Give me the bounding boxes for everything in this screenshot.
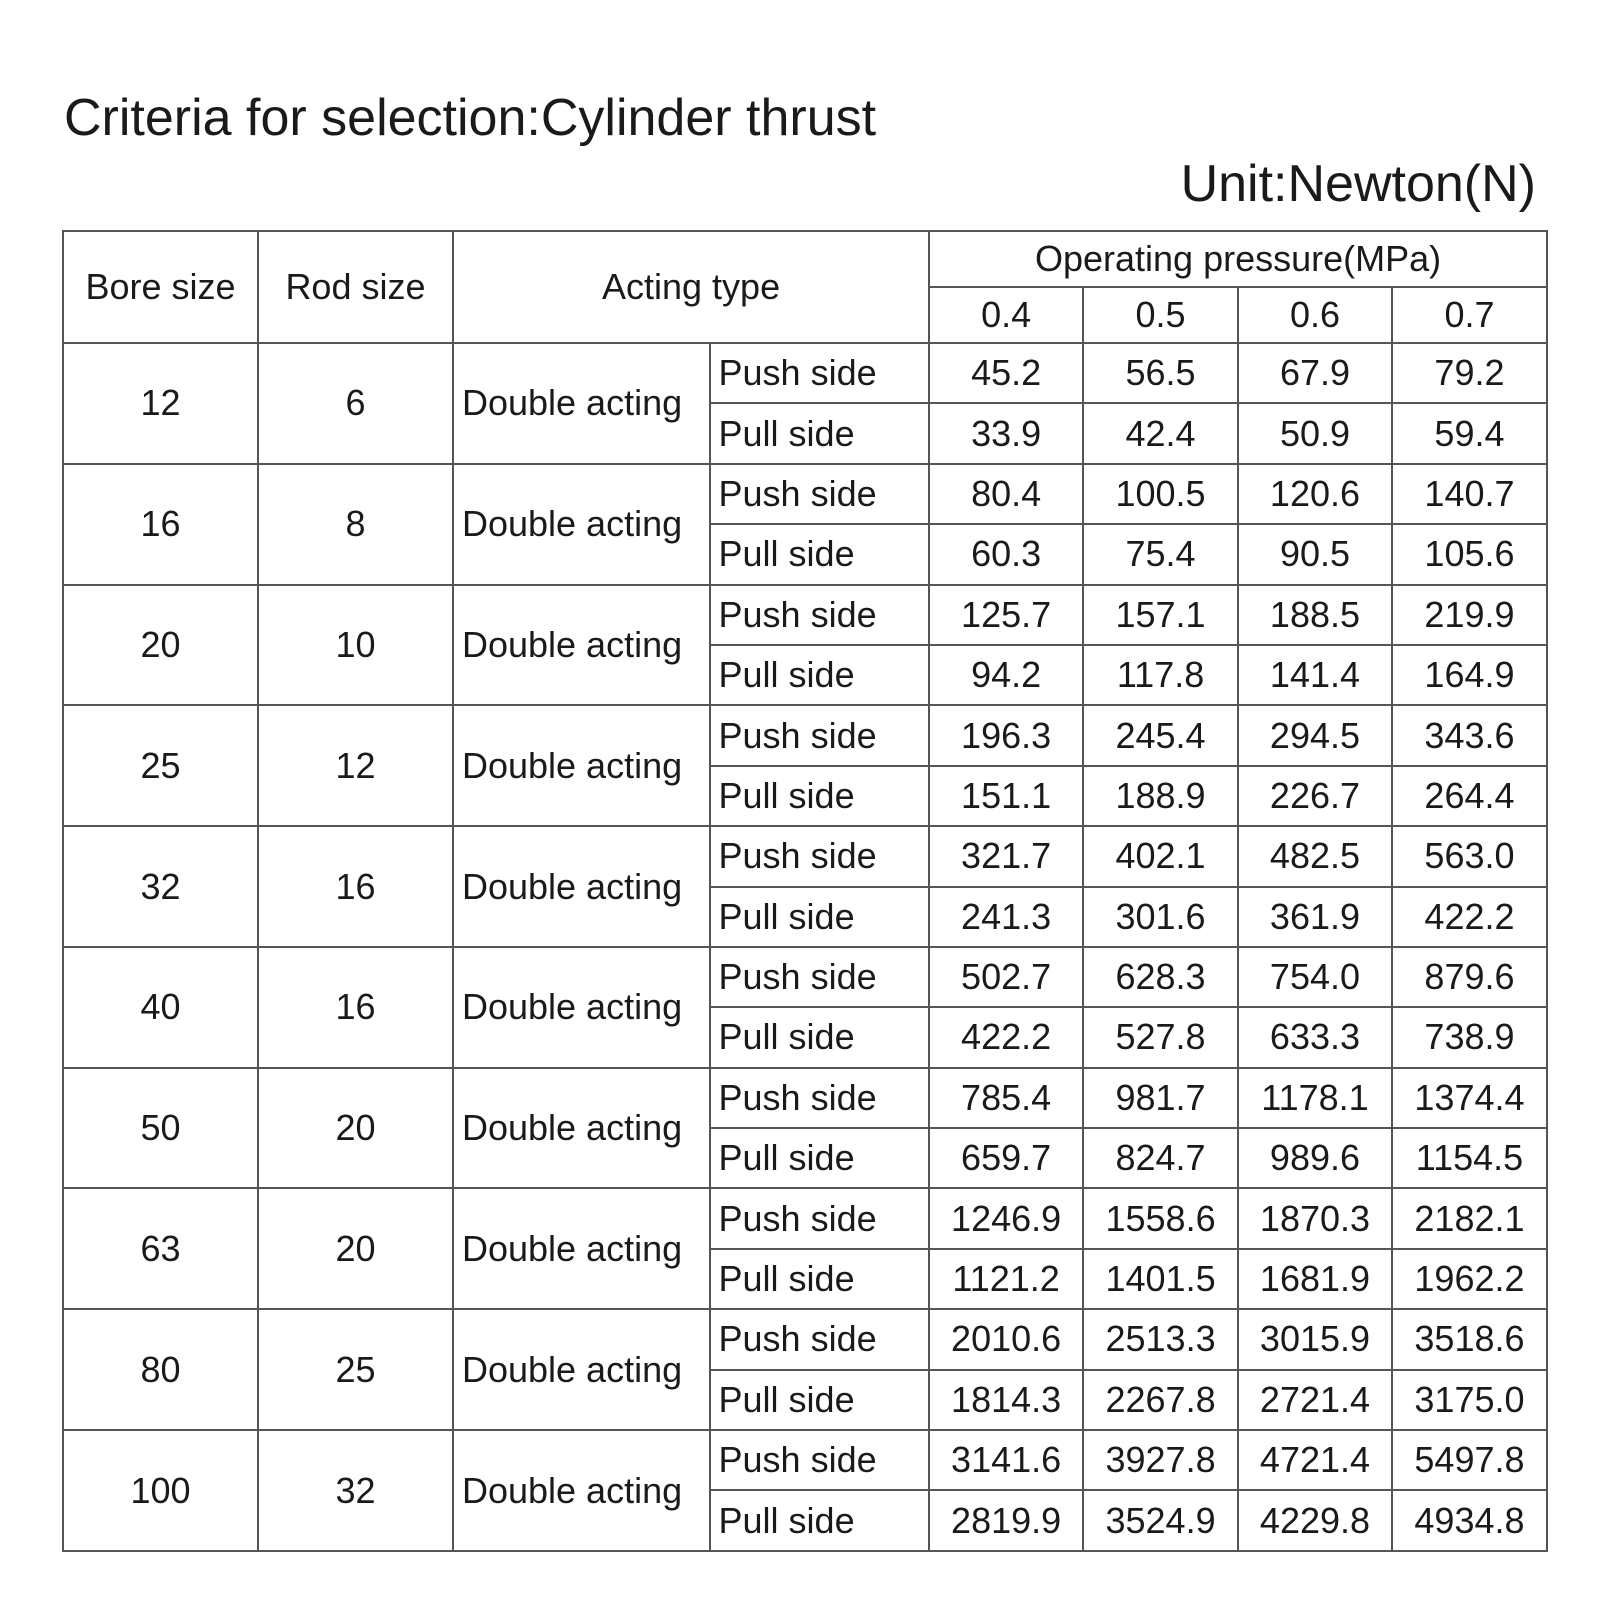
pull-side-label: Pull side	[710, 1490, 930, 1551]
push-thrust-value: 120.6	[1238, 464, 1392, 524]
header-row	[63, 231, 1547, 287]
acting-type-cell: Double acting	[453, 947, 710, 1068]
push-thrust-value: 343.6	[1392, 705, 1547, 765]
pull-thrust-value: 33.9	[929, 403, 1083, 463]
header-bore-size: Bore size	[63, 231, 258, 343]
bore-size-cell: 100	[63, 1430, 258, 1551]
push-side-label: Push side	[710, 1188, 930, 1248]
header-operating-pressure: Operating pressure(MPa)	[929, 231, 1547, 287]
pull-thrust-value: 1962.2	[1392, 1249, 1547, 1309]
rod-size-cell: 6	[258, 343, 453, 464]
header-pressure-value: 0.7	[1392, 287, 1547, 343]
pull-side-label: Pull side	[710, 1249, 930, 1309]
table-row-push	[63, 1309, 1547, 1369]
push-thrust-value: 245.4	[1083, 705, 1238, 765]
table-row-push	[63, 585, 1547, 645]
push-thrust-value: 502.7	[929, 947, 1083, 1007]
push-thrust-value: 981.7	[1083, 1068, 1238, 1128]
pull-thrust-value: 264.4	[1392, 766, 1547, 826]
push-side-label: Push side	[710, 947, 930, 1007]
push-side-label: Push side	[710, 705, 930, 765]
push-thrust-value: 1558.6	[1083, 1188, 1238, 1248]
pull-thrust-value: 1814.3	[929, 1370, 1083, 1430]
push-thrust-value: 785.4	[929, 1068, 1083, 1128]
pull-side-label: Pull side	[710, 645, 930, 705]
header-rod-size: Rod size	[258, 231, 453, 343]
pull-thrust-value: 75.4	[1083, 524, 1238, 584]
pull-thrust-value: 90.5	[1238, 524, 1392, 584]
push-thrust-value: 157.1	[1083, 585, 1238, 645]
pull-thrust-value: 1401.5	[1083, 1249, 1238, 1309]
header-pressure-value: 0.6	[1238, 287, 1392, 343]
pull-thrust-value: 1681.9	[1238, 1249, 1392, 1309]
acting-type-cell: Double acting	[453, 585, 710, 706]
push-thrust-value: 56.5	[1083, 343, 1238, 403]
acting-type-cell: Double acting	[453, 1309, 710, 1430]
pull-thrust-value: 824.7	[1083, 1128, 1238, 1188]
bore-size-cell: 80	[63, 1309, 258, 1430]
pull-side-label: Pull side	[710, 403, 930, 463]
table-row-push	[63, 1188, 1547, 1248]
push-thrust-value: 563.0	[1392, 826, 1547, 886]
push-thrust-value: 294.5	[1238, 705, 1392, 765]
push-thrust-value: 754.0	[1238, 947, 1392, 1007]
pull-thrust-value: 188.9	[1083, 766, 1238, 826]
push-thrust-value: 125.7	[929, 585, 1083, 645]
table-row-push	[63, 1068, 1547, 1128]
pull-thrust-value: 1121.2	[929, 1249, 1083, 1309]
push-side-label: Push side	[710, 1309, 930, 1369]
bore-size-cell: 25	[63, 705, 258, 826]
pull-thrust-value: 141.4	[1238, 645, 1392, 705]
acting-type-cell: Double acting	[453, 1430, 710, 1551]
table-row-push	[63, 705, 1547, 765]
page-title: Criteria for selection:Cylinder thrust	[64, 89, 877, 147]
push-side-label: Push side	[710, 585, 930, 645]
header-acting-type: Acting type	[453, 231, 929, 343]
pull-thrust-value: 164.9	[1392, 645, 1547, 705]
push-thrust-value: 2182.1	[1392, 1188, 1547, 1248]
acting-type-cell: Double acting	[453, 464, 710, 585]
push-thrust-value: 188.5	[1238, 585, 1392, 645]
pull-side-label: Pull side	[710, 1128, 930, 1188]
rod-size-cell: 12	[258, 705, 453, 826]
push-thrust-value: 67.9	[1238, 343, 1392, 403]
push-side-label: Push side	[710, 1068, 930, 1128]
rod-size-cell: 20	[258, 1188, 453, 1309]
push-thrust-value: 219.9	[1392, 585, 1547, 645]
bore-size-cell: 32	[63, 826, 258, 947]
push-thrust-value: 140.7	[1392, 464, 1547, 524]
push-thrust-value: 2513.3	[1083, 1309, 1238, 1369]
pull-thrust-value: 50.9	[1238, 403, 1392, 463]
push-side-label: Push side	[710, 1430, 930, 1490]
push-thrust-value: 4721.4	[1238, 1430, 1392, 1490]
pull-thrust-value: 2819.9	[929, 1490, 1083, 1551]
acting-type-cell: Double acting	[453, 1188, 710, 1309]
table-row-push	[63, 1430, 1547, 1490]
bore-size-cell: 40	[63, 947, 258, 1068]
acting-type-cell: Double acting	[453, 705, 710, 826]
pull-thrust-value: 2721.4	[1238, 1370, 1392, 1430]
push-thrust-value: 321.7	[929, 826, 1083, 886]
push-thrust-value: 3015.9	[1238, 1309, 1392, 1369]
push-side-label: Push side	[710, 464, 930, 524]
acting-type-cell: Double acting	[453, 1068, 710, 1189]
push-thrust-value: 1178.1	[1238, 1068, 1392, 1128]
pull-thrust-value: 226.7	[1238, 766, 1392, 826]
pull-thrust-value: 94.2	[929, 645, 1083, 705]
rod-size-cell: 16	[258, 947, 453, 1068]
rod-size-cell: 20	[258, 1068, 453, 1189]
table-row-push	[63, 947, 1547, 1007]
bore-size-cell: 63	[63, 1188, 258, 1309]
pull-thrust-value: 4934.8	[1392, 1490, 1547, 1551]
pull-side-label: Pull side	[710, 524, 930, 584]
pull-thrust-value: 738.9	[1392, 1007, 1547, 1067]
pull-thrust-value: 1154.5	[1392, 1128, 1547, 1188]
thrust-table	[62, 230, 1548, 1552]
pull-thrust-value: 989.6	[1238, 1128, 1392, 1188]
pull-thrust-value: 422.2	[929, 1007, 1083, 1067]
rod-size-cell: 10	[258, 585, 453, 706]
bore-size-cell: 50	[63, 1068, 258, 1189]
pull-thrust-value: 117.8	[1083, 645, 1238, 705]
push-thrust-value: 80.4	[929, 464, 1083, 524]
push-thrust-value: 3518.6	[1392, 1309, 1547, 1369]
pull-thrust-value: 659.7	[929, 1128, 1083, 1188]
push-thrust-value: 482.5	[1238, 826, 1392, 886]
rod-size-cell: 16	[258, 826, 453, 947]
push-side-label: Push side	[710, 343, 930, 403]
pull-thrust-value: 301.6	[1083, 887, 1238, 947]
table-row-push	[63, 464, 1547, 524]
pull-thrust-value: 241.3	[929, 887, 1083, 947]
push-thrust-value: 879.6	[1392, 947, 1547, 1007]
rod-size-cell: 8	[258, 464, 453, 585]
header-pressure-value: 0.4	[929, 287, 1083, 343]
acting-type-cell: Double acting	[453, 343, 710, 464]
pull-thrust-value: 527.8	[1083, 1007, 1238, 1067]
push-thrust-value: 628.3	[1083, 947, 1238, 1007]
pull-thrust-value: 59.4	[1392, 403, 1547, 463]
push-thrust-value: 1870.3	[1238, 1188, 1392, 1248]
push-side-label: Push side	[710, 826, 930, 886]
pull-thrust-value: 60.3	[929, 524, 1083, 584]
pull-thrust-value: 42.4	[1083, 403, 1238, 463]
push-thrust-value: 402.1	[1083, 826, 1238, 886]
bore-size-cell: 20	[63, 585, 258, 706]
bore-size-cell: 16	[63, 464, 258, 585]
pull-thrust-value: 2267.8	[1083, 1370, 1238, 1430]
push-thrust-value: 1374.4	[1392, 1068, 1547, 1128]
push-thrust-value: 100.5	[1083, 464, 1238, 524]
pull-thrust-value: 105.6	[1392, 524, 1547, 584]
pull-thrust-value: 151.1	[929, 766, 1083, 826]
push-thrust-value: 1246.9	[929, 1188, 1083, 1248]
pull-thrust-value: 3175.0	[1392, 1370, 1547, 1430]
pull-side-label: Pull side	[710, 887, 930, 947]
acting-type-cell: Double acting	[453, 826, 710, 947]
pull-thrust-value: 4229.8	[1238, 1490, 1392, 1551]
pull-thrust-value: 633.3	[1238, 1007, 1392, 1067]
unit-label: Unit:Newton(N)	[1180, 155, 1536, 213]
push-thrust-value: 196.3	[929, 705, 1083, 765]
push-thrust-value: 3141.6	[929, 1430, 1083, 1490]
rod-size-cell: 25	[258, 1309, 453, 1430]
pull-side-label: Pull side	[710, 1007, 930, 1067]
pull-thrust-value: 422.2	[1392, 887, 1547, 947]
table-row-push	[63, 826, 1547, 886]
push-thrust-value: 5497.8	[1392, 1430, 1547, 1490]
pull-thrust-value: 3524.9	[1083, 1490, 1238, 1551]
bore-size-cell: 12	[63, 343, 258, 464]
table-body	[63, 343, 1547, 1551]
push-thrust-value: 79.2	[1392, 343, 1547, 403]
push-thrust-value: 2010.6	[929, 1309, 1083, 1369]
rod-size-cell: 32	[258, 1430, 453, 1551]
push-thrust-value: 45.2	[929, 343, 1083, 403]
push-thrust-value: 3927.8	[1083, 1430, 1238, 1490]
pull-thrust-value: 361.9	[1238, 887, 1392, 947]
table-row-push	[63, 343, 1547, 403]
pull-side-label: Pull side	[710, 1370, 930, 1430]
pull-side-label: Pull side	[710, 766, 930, 826]
header-pressure-value: 0.5	[1083, 287, 1238, 343]
